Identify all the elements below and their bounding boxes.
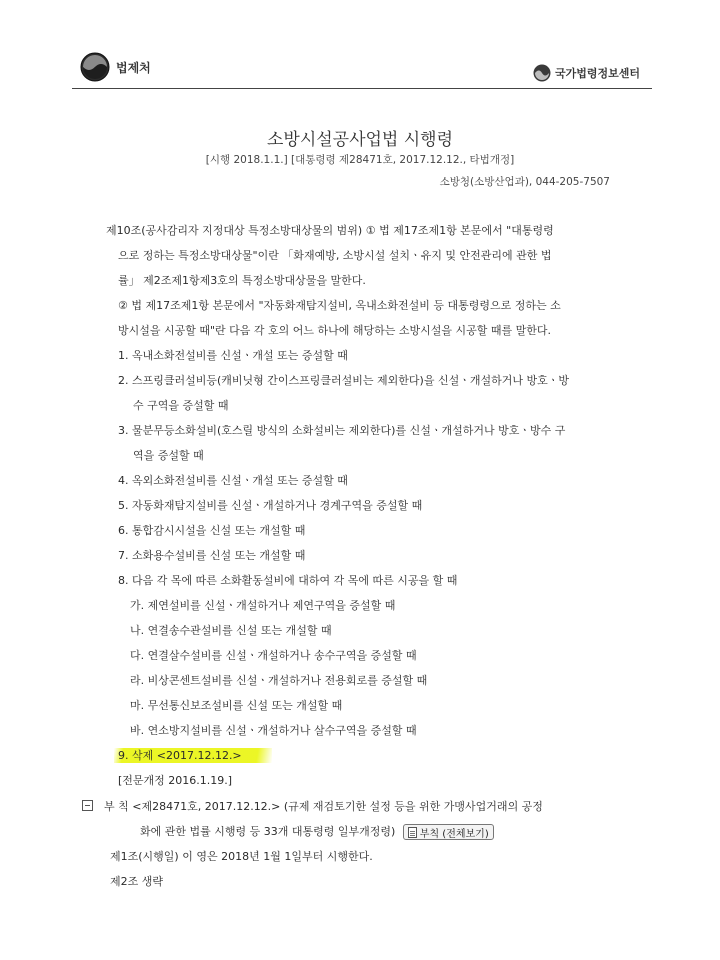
revision-note: [전문개정 2016.1.19.] bbox=[118, 774, 233, 787]
law-center-name: 국가법령정보센터 bbox=[554, 67, 640, 80]
sub-item: 가. 제연설비를 신설ㆍ개설하거나 제연구역을 증설할 때 bbox=[130, 599, 396, 612]
addenda-heading bbox=[104, 798, 543, 814]
list-item: 2. 스프링클러설비등(캐비닛형 간이스프링클러설비는 제외한다)을 신설ㆍ개설하거나 방호ㆍ방 bbox=[118, 374, 569, 387]
sub-item: 라. 비상콘센트설비를 신설ㆍ개설하거나 전용회로를 증설할 때 bbox=[130, 674, 428, 687]
addenda-article-2: 제2조 생략 bbox=[110, 875, 163, 888]
addenda-label: 부 칙 bbox=[104, 800, 129, 813]
highlighted-deleted-item bbox=[118, 747, 272, 763]
collapse-icon[interactable] bbox=[82, 800, 93, 811]
list-item-continued: 역을 증설할 때 bbox=[133, 449, 204, 462]
list-item: 6. 통합감시시설을 신설 또는 개설할 때 bbox=[118, 524, 306, 537]
addenda-line bbox=[140, 823, 494, 840]
list-item: 7. 소화용수설비를 신설 또는 개설할 때 bbox=[118, 549, 306, 562]
sub-item: 마. 무선통신보조설비를 신설 또는 개설할 때 bbox=[130, 699, 343, 712]
list-item-continued: 수 구역을 증설할 때 bbox=[133, 399, 229, 412]
list-item: 5. 자동화재탐지설비를 신설ㆍ개설하거나 경계구역을 증설할 때 bbox=[118, 499, 423, 512]
addenda-description: <제28471호, 2017.12.12.> (규제 재검토기한 설정 등을 위한 가맹사업거래의 공정 bbox=[132, 800, 543, 813]
law-center-emblem-icon bbox=[533, 64, 551, 82]
header-divider bbox=[72, 88, 652, 89]
highlighted-text: 9. 삭제 <2017.12.12.> bbox=[114, 748, 272, 763]
law-center-logo bbox=[533, 64, 640, 82]
addenda-article-1: 제1조(시행일) 이 영은 2018년 1월 1일부터 시행한다. bbox=[110, 850, 373, 863]
view-addenda-label: 부칙 (전체보기) bbox=[419, 828, 489, 840]
addenda-description-continued: 화에 관한 법률 시행령 등 33개 대통령령 일부개정령) bbox=[140, 825, 396, 838]
document-meta: [시행 2018.1.1.] [대통령령 제28471호, 2017.12.12., 타법개정] bbox=[205, 154, 515, 166]
org-name: 법제처 bbox=[116, 60, 151, 75]
article-line: 제10조(공사감리자 지정대상 특정소방대상물의 범위) ① 법 제17조제1항 본문에서 "대통령령 bbox=[106, 224, 554, 237]
view-addenda-button[interactable] bbox=[403, 824, 494, 840]
sub-item: 나. 연결송수관설비를 신설 또는 개설할 때 bbox=[130, 624, 332, 637]
list-item: 3. 물분무등소화설비(호스릴 방식의 소화설비는 제외한다)를 신설ㆍ개설하거나 방호ㆍ방수 구 bbox=[118, 424, 566, 437]
article-line: 으로 정하는 특정소방대상물"이란 「화재예방, 소방시설 설치ㆍ유지 및 안전관리에 관한 법 bbox=[118, 249, 552, 262]
article-line: ② 법 제17조제1항 본문에서 "자동화재탐지설비, 옥내소화전설비 등 대통령령으로 정하는 소 bbox=[118, 299, 561, 312]
article-line: 방시설을 시공할 때"란 다음 각 호의 어느 하나에 해당하는 소방시설을 시공할 때를 말한다. bbox=[118, 324, 552, 337]
list-item: 8. 다음 각 목에 따른 소화활동설비에 대하여 각 목에 따른 시공을 할 때 bbox=[118, 574, 458, 587]
list-item: 4. 옥외소화전설비를 신설ㆍ개설 또는 증설할 때 bbox=[118, 474, 348, 487]
government-emblem-icon bbox=[80, 52, 110, 82]
sub-item: 바. 연소방지설비를 신설ㆍ개설하거나 살수구역을 증설할 때 bbox=[130, 724, 417, 737]
document-contact: 소방청(소방산업과), 044-205-7507 bbox=[439, 176, 610, 188]
document-icon bbox=[408, 827, 417, 838]
document-title: 소방시설공사업법 시행령 bbox=[266, 130, 454, 150]
sub-item: 다. 연결살수설비를 신설ㆍ개설하거나 송수구역을 증설할 때 bbox=[130, 649, 417, 662]
article-line: 률」 제2조제1항제3호의 특정소방대상물을 말한다. bbox=[118, 274, 366, 287]
list-item: 1. 옥내소화전설비를 신설ㆍ개설 또는 증설할 때 bbox=[118, 349, 348, 362]
moleg-logo bbox=[80, 52, 151, 82]
